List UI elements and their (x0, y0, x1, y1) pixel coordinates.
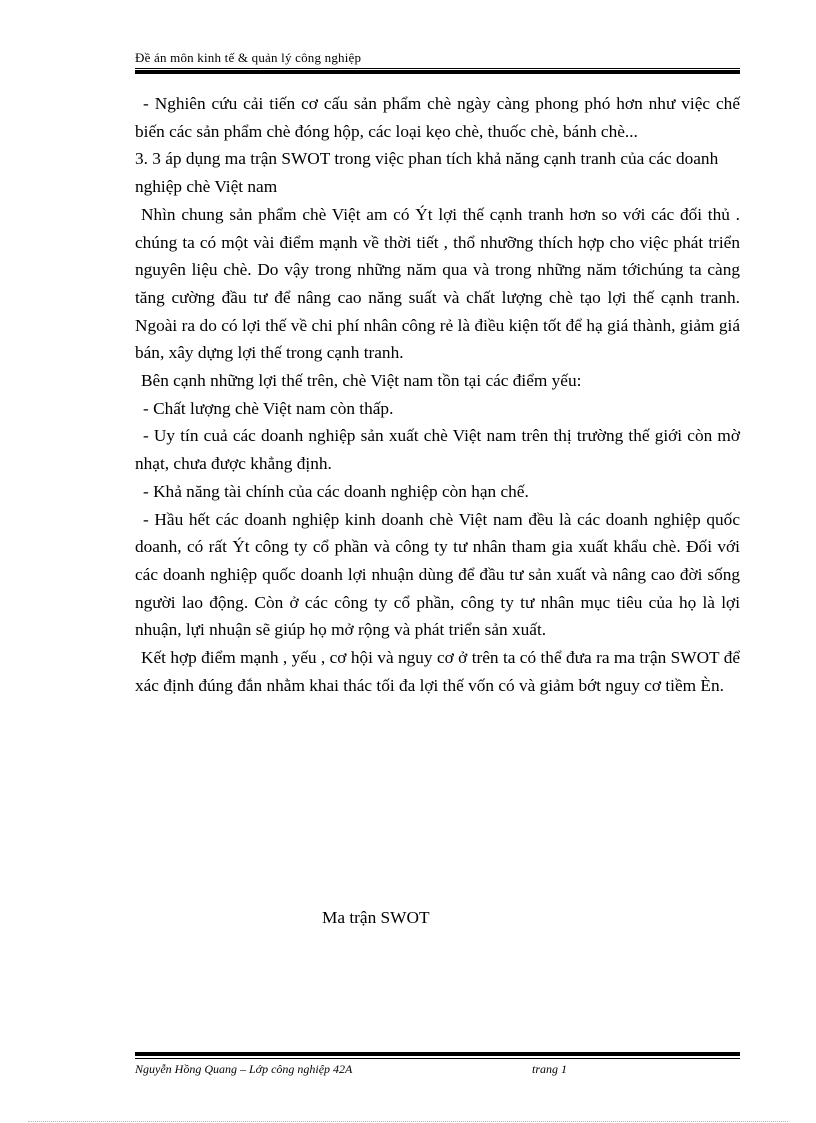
page-boundary (28, 1121, 788, 1122)
list-item-reputation: - Uy tín cuả các doanh nghiệp sản xuất chè Việt nam trên thị trường thế giới còn mờ nhạt, chưa được khẳng định. (135, 426, 740, 474)
paragraph-research: - Nghiên cứu cải tiến cơ cấu sản phẩm chè ngày càng phong phó hơn như việc chế biến các sản phẩm chè đóng hộp, các loại kẹo chè, thuốc chè, bánh chè... (135, 94, 740, 141)
page-header-title: Đề án môn kinh tế & quản lý công nghiệp (135, 50, 362, 65)
paragraph-conclusion: Kết hợp điểm mạnh , yếu , cơ hội và nguy cơ ở trên ta có thể đưa ra ma trận SWOT để xác định đúng đắn nhằm khai thác tối đa lợi thế vốn có và giảm bớt nguy cơ tiềm Èn. (135, 648, 740, 695)
section-heading-swot: 3. 3 áp dụng ma trận SWOT trong việc phan tích khả năng cạnh tranh của các doanh nghiệp chè Việt nam (135, 149, 719, 197)
list-item-finance: - Khả năng tài chính của các doanh nghiệp còn hạn chế. (143, 481, 529, 501)
paragraph-weaknesses-intro: Bên cạnh những lợi thế trên, chè Việt nam tồn tại các điểm yếu: (141, 371, 582, 391)
list-item-quality: - Chất lượng chè Việt nam còn thấp. (143, 398, 394, 418)
footer-rule-thick (135, 1052, 740, 1056)
footer-rule-thin (135, 1058, 740, 1059)
footer-page-number: trang 1 (532, 1062, 568, 1076)
list-item-state-owned: - Hầu hết các doanh nghiệp kinh doanh chè Việt nam đều là các doanh nghiệp quốc doanh, có rất Ýt công ty cổ phần và công ty tư nhân tham gia xuất khẩu chè. Đối với các doanh nghiệp quốc doanh lợi nhuận dùng để đầu tư sản xuất và nâng cao đời sống người lao động. Còn ở các công ty cổ phần, công ty tư nhân mục tiêu của họ là lợi nhuận, lựi nhuận sẽ giúp họ mở rộng và phát triển sản xuất. (135, 509, 740, 640)
matrix-title: Ma trận SWOT (322, 908, 430, 927)
paragraph-strengths: Nhìn chung sản phẩm chè Việt am có Ýt lợi thế cạnh tranh hơn so với các đối thủ . chúng ta có một vài điểm mạnh về thời tiết , thổ nhưỡng thích hợp cho việc phát triển nguyên liệu chè. Do vậy trong những năm qua và trong những năm tớichúng ta càng tăng cường đầu tư để nâng cao năng suất và chất lượng chè tạo lợi thế cạnh tranh. Ngoài ra do có lợi thế về chi phí nhân công rẻ là điều kiện tốt để hạ giá thành, giảm giá bán, xây dựng lợi thế trong cạnh tranh. (135, 204, 740, 363)
header-rule-thin (135, 68, 740, 69)
header-rule-thick (135, 70, 740, 74)
footer-author: Nguyễn Hồng Quang – Lớp công nghiệp 42A (135, 1062, 353, 1076)
body-text (135, 90, 740, 699)
